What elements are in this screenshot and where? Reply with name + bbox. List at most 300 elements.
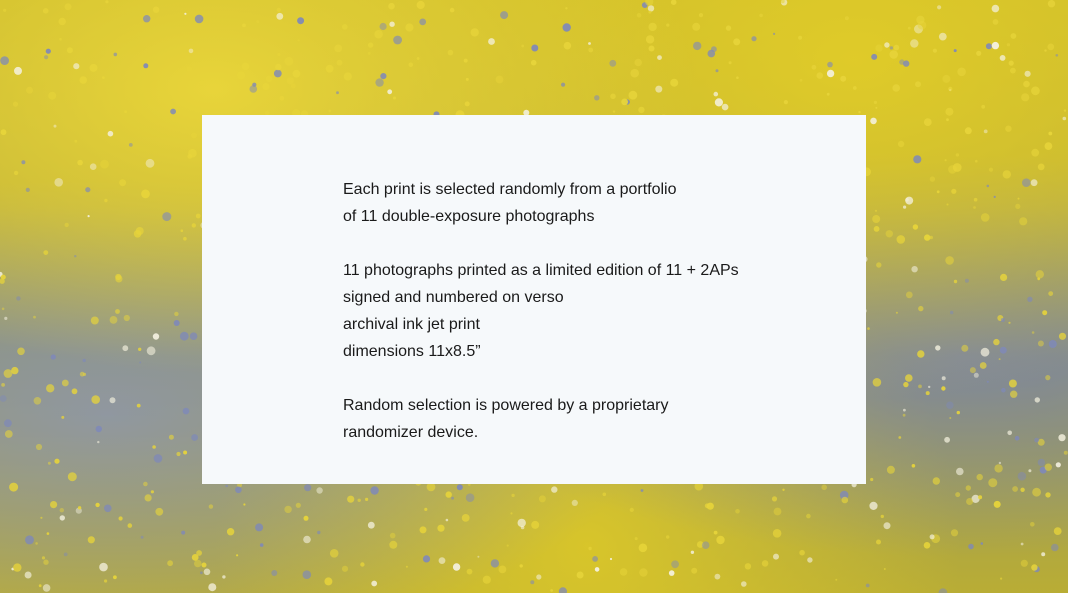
flower-speck — [43, 560, 48, 565]
flower-speck — [95, 503, 99, 507]
flower-speck — [691, 568, 697, 574]
flower-speck — [448, 50, 454, 56]
flower-speck — [139, 362, 141, 364]
flower-speck — [242, 63, 250, 71]
flower-speck — [588, 547, 591, 550]
flower-speck — [992, 42, 999, 49]
flower-speck — [975, 160, 978, 163]
flower-speck — [1031, 149, 1039, 157]
flower-speck — [360, 562, 364, 566]
flower-speck — [872, 215, 880, 223]
flower-speck — [141, 536, 144, 539]
flower-speck — [981, 542, 984, 545]
flower-speck — [741, 581, 747, 587]
flower-speck — [572, 500, 578, 506]
flower-speck — [100, 160, 109, 169]
flower-speck — [1035, 397, 1040, 402]
flower-speck — [762, 560, 769, 567]
flower-speck — [1038, 164, 1045, 171]
flower-speck — [981, 213, 990, 222]
flower-speck — [646, 35, 654, 43]
flower-speck — [1019, 217, 1027, 225]
flower-speck — [194, 560, 202, 568]
flower-speck — [62, 380, 69, 387]
flower-speck — [110, 316, 118, 324]
flower-speck — [1018, 472, 1027, 481]
flower-speck — [216, 102, 218, 104]
flower-speck — [926, 391, 930, 395]
flower-speck — [858, 111, 860, 113]
flower-speck — [1028, 469, 1031, 472]
flower-speck — [874, 101, 877, 104]
flower-speck — [1015, 204, 1020, 209]
flower-speck — [951, 529, 958, 536]
flower-speck — [903, 409, 906, 412]
flower-speck — [298, 39, 300, 41]
flower-speck — [88, 536, 95, 543]
flower-speck — [174, 320, 180, 326]
flower-speck — [277, 8, 281, 12]
info-card — [202, 115, 866, 484]
flower-speck — [209, 504, 213, 508]
flower-speck — [903, 414, 906, 417]
flower-speck — [715, 98, 723, 106]
flower-speck — [34, 397, 42, 405]
flower-speck — [237, 71, 245, 79]
flower-speck — [657, 55, 662, 60]
flower-speck — [942, 75, 950, 83]
flower-speck — [875, 107, 877, 109]
flower-speck — [115, 309, 120, 314]
flower-speck — [1059, 333, 1066, 340]
flower-speck — [88, 215, 90, 217]
flower-speck — [994, 464, 1002, 472]
flower-speck — [26, 87, 33, 94]
flower-speck — [881, 515, 884, 518]
flower-speck — [840, 76, 846, 82]
flower-speck — [374, 30, 383, 39]
flower-speck — [610, 558, 612, 560]
flower-speck — [565, 7, 567, 9]
flower-speck — [974, 373, 979, 378]
flower-speck — [46, 384, 54, 392]
flower-speck — [648, 23, 656, 31]
flower-speck — [200, 80, 205, 85]
flower-speck — [918, 21, 927, 30]
flower-speck — [450, 8, 455, 13]
flower-speck — [845, 16, 849, 20]
flower-speck — [870, 478, 873, 481]
flower-speck — [945, 108, 953, 116]
flower-speck — [13, 563, 21, 571]
flower-speck — [961, 345, 968, 352]
flower-speck — [50, 501, 57, 508]
flower-speck — [551, 486, 557, 492]
flower-speck — [874, 226, 880, 232]
edition-paragraph — [343, 257, 866, 365]
flower-speck — [639, 544, 648, 553]
flower-speck — [699, 13, 703, 17]
flower-speck — [296, 503, 301, 508]
flower-speck — [933, 477, 940, 484]
flower-speck — [1051, 544, 1059, 552]
flower-speck — [1032, 488, 1041, 497]
flower-speck — [563, 23, 571, 31]
flower-speck — [334, 45, 342, 53]
flower-speck — [1000, 55, 1006, 61]
flower-speck — [419, 19, 426, 26]
flower-speck — [115, 274, 121, 280]
flower-speck — [1030, 522, 1035, 527]
flower-speck — [42, 556, 45, 559]
flower-speck — [347, 496, 354, 503]
flower-speck — [716, 69, 719, 72]
randomizer-paragraph — [343, 392, 866, 446]
flower-speck — [483, 576, 491, 584]
flower-speck — [577, 572, 584, 579]
flower-speck — [981, 348, 990, 357]
flower-speck — [43, 250, 48, 255]
flower-speck — [424, 508, 427, 511]
flower-speck — [648, 5, 654, 11]
flower-speck — [1042, 310, 1047, 315]
flower-speck — [666, 24, 669, 27]
flower-speck — [905, 374, 913, 382]
flower-speck — [945, 159, 947, 161]
flower-speck — [176, 452, 180, 456]
flower-speck — [1041, 552, 1045, 556]
flower-speck — [887, 466, 895, 474]
flower-speck — [798, 36, 802, 40]
flower-speck — [368, 42, 373, 47]
flower-speck — [208, 583, 216, 591]
flower-speck — [1010, 68, 1016, 74]
flower-speck — [866, 584, 870, 588]
flower-speck — [389, 541, 397, 549]
flower-speck — [894, 45, 900, 51]
flower-speck — [993, 339, 999, 345]
flower-speck — [835, 579, 837, 581]
flower-speck — [898, 141, 904, 147]
flower-speck — [705, 503, 710, 508]
flower-speck — [1010, 391, 1017, 398]
flower-speck — [648, 11, 651, 14]
text-line: dimensions 11x8.5” — [343, 343, 481, 360]
flower-speck — [1005, 126, 1011, 132]
flower-speck — [800, 79, 803, 82]
flower-speck — [1048, 0, 1055, 7]
flower-speck — [33, 316, 36, 319]
flower-speck — [1064, 109, 1066, 111]
flower-speck — [285, 57, 294, 66]
flower-speck — [1003, 170, 1011, 178]
flower-speck — [671, 0, 677, 5]
text-line: Random selection is powered by a proprietary — [343, 397, 669, 414]
flower-speck — [370, 486, 378, 494]
flower-speck — [255, 523, 263, 531]
flower-speck — [74, 140, 77, 143]
flower-speck — [772, 496, 777, 501]
flower-speck — [751, 36, 756, 41]
flower-speck — [113, 575, 117, 579]
flower-speck — [609, 60, 616, 67]
flower-speck — [946, 402, 953, 409]
flower-speck — [588, 48, 593, 53]
flower-speck — [79, 76, 87, 84]
flower-speck — [371, 581, 377, 587]
flower-speck — [124, 315, 130, 321]
flower-speck — [1021, 560, 1028, 567]
flower-speck — [61, 416, 64, 419]
flower-speck — [1011, 33, 1017, 39]
flower-speck — [243, 503, 245, 505]
flower-speck — [539, 495, 546, 502]
flower-speck — [918, 385, 922, 389]
flower-speck — [911, 266, 917, 272]
flower-speck — [1031, 179, 1038, 186]
flower-speck — [46, 49, 51, 54]
flower-speck — [1007, 431, 1012, 436]
flower-speck — [225, 485, 228, 488]
flower-speck — [1018, 198, 1020, 200]
flower-speck — [462, 514, 470, 522]
flower-speck — [146, 159, 155, 168]
flower-speck — [1064, 451, 1068, 455]
flower-speck — [417, 57, 420, 60]
flower-speck — [1048, 132, 1052, 136]
flower-speck — [4, 419, 12, 427]
flower-speck — [326, 65, 334, 73]
flower-speck — [1036, 270, 1044, 278]
flower-speck — [39, 584, 42, 587]
flower-speck — [871, 54, 877, 60]
flower-speck — [986, 43, 992, 49]
flower-speck — [291, 84, 296, 89]
flower-speck — [906, 292, 913, 299]
flower-speck — [588, 42, 591, 45]
flower-speck — [143, 15, 150, 22]
flower-speck — [942, 376, 946, 380]
flower-speck — [183, 408, 190, 415]
flower-speck — [1020, 488, 1024, 492]
flower-speck — [83, 359, 86, 362]
flower-speck — [1009, 61, 1014, 66]
flower-speck — [945, 256, 954, 265]
flower-speck — [1001, 388, 1006, 393]
flower-speck — [954, 280, 957, 283]
flower-speck — [390, 533, 396, 539]
flower-speck — [406, 566, 408, 568]
flower-speck — [536, 574, 541, 579]
flower-speck — [1054, 527, 1062, 535]
flower-speck — [784, 100, 788, 104]
flower-speck — [999, 358, 1001, 360]
flower-speck — [17, 348, 25, 356]
flower-speck — [342, 24, 348, 30]
flower-speck — [999, 462, 1001, 464]
flower-speck — [1022, 178, 1031, 187]
flower-speck — [973, 206, 976, 209]
flower-speck — [903, 60, 909, 66]
flower-speck — [162, 212, 171, 221]
flower-speck — [9, 483, 18, 492]
flower-speck — [1031, 564, 1037, 570]
flower-speck — [48, 92, 56, 100]
flower-speck — [453, 563, 460, 570]
flower-speck — [1000, 578, 1002, 580]
flower-speck — [77, 160, 83, 166]
flower-speck — [44, 55, 48, 59]
flower-speck — [511, 494, 514, 497]
flower-speck — [324, 577, 332, 585]
flower-speck — [14, 67, 22, 75]
flower-speck — [948, 87, 952, 91]
flower-speck — [1058, 434, 1065, 441]
flower-speck — [655, 86, 662, 93]
flower-speck — [73, 63, 79, 69]
flower-speck — [180, 332, 189, 341]
flower-speck — [1034, 438, 1039, 443]
flower-speck — [54, 459, 59, 464]
flower-speck — [183, 237, 187, 241]
text-line: randomizer device. — [343, 424, 479, 441]
flower-speck — [867, 327, 870, 330]
flower-speck — [978, 495, 982, 499]
flower-speck — [59, 38, 62, 41]
flower-speck — [630, 69, 639, 78]
flower-speck — [992, 5, 1000, 13]
flower-speck — [773, 529, 782, 538]
flower-speck — [129, 143, 133, 147]
flower-speck — [937, 190, 940, 193]
flower-speck — [890, 46, 893, 49]
flower-speck — [637, 13, 642, 18]
flower-speck — [918, 306, 923, 311]
flower-speck — [956, 468, 964, 476]
flower-speck — [966, 498, 973, 505]
flower-speck — [939, 33, 947, 41]
flower-speck — [1009, 380, 1017, 388]
flower-speck — [898, 436, 901, 439]
flower-speck — [279, 96, 284, 101]
flower-speck — [466, 493, 475, 502]
flower-speck — [1000, 347, 1007, 354]
flower-speck — [1045, 464, 1052, 471]
flower-speck — [1031, 86, 1040, 95]
flower-speck — [594, 95, 599, 100]
flower-speck — [83, 373, 86, 376]
flower-speck — [192, 223, 196, 227]
flower-speck — [976, 51, 981, 56]
flower-speck — [842, 497, 849, 504]
flower-speck — [274, 70, 282, 78]
flower-speck — [903, 206, 906, 209]
flower-speck — [277, 53, 280, 56]
flower-speck — [287, 77, 294, 84]
flower-speck — [714, 531, 718, 535]
flower-speck — [16, 296, 20, 300]
flower-speck — [639, 568, 647, 576]
flower-speck — [420, 526, 427, 533]
flower-speck — [884, 42, 889, 47]
flower-speck — [669, 570, 675, 576]
flower-speck — [151, 490, 154, 493]
flower-speck — [930, 176, 935, 181]
flower-speck — [380, 23, 387, 30]
flower-speck — [641, 489, 644, 492]
flower-speck — [510, 512, 512, 514]
portfolio-paragraph — [343, 176, 866, 230]
flower-speck — [812, 65, 817, 70]
flower-speck — [200, 571, 203, 574]
flower-speck — [638, 107, 644, 113]
flower-speck — [122, 345, 128, 351]
flower-speck — [966, 485, 971, 490]
flower-speck — [477, 556, 479, 558]
flower-speck — [692, 23, 700, 31]
flower-speck — [1001, 318, 1005, 322]
flower-speck — [913, 224, 918, 229]
flower-speck — [876, 262, 881, 267]
flower-speck — [128, 523, 133, 528]
flower-speck — [759, 14, 763, 18]
flower-speck — [72, 388, 78, 394]
flower-speck — [1, 383, 5, 387]
flower-speck — [1, 129, 7, 135]
flower-speck — [222, 575, 225, 578]
flower-speck — [227, 528, 234, 535]
flower-speck — [1007, 43, 1010, 46]
flower-speck — [714, 92, 719, 97]
flower-speck — [388, 3, 395, 10]
text-line: of 11 double-exposure photographs — [343, 208, 595, 225]
flower-speck — [745, 563, 751, 569]
flower-speck — [957, 411, 960, 414]
flower-speck — [708, 50, 716, 58]
flower-speck — [595, 567, 600, 572]
flower-speck — [496, 76, 504, 84]
flower-speck — [1056, 462, 1061, 467]
flower-speck — [102, 76, 105, 79]
flower-speck — [561, 83, 565, 87]
flower-speck — [141, 190, 150, 199]
flower-speck — [393, 97, 396, 100]
flower-speck — [1049, 340, 1057, 348]
flower-speck — [184, 13, 186, 15]
flower-speck — [903, 382, 908, 387]
flower-speck — [21, 160, 25, 164]
flower-speck — [905, 197, 913, 205]
flower-speck — [928, 386, 930, 388]
flower-speck — [439, 557, 446, 564]
flower-speck — [939, 588, 948, 593]
flower-speck — [202, 563, 207, 568]
flower-speck — [169, 435, 174, 440]
flower-speck — [236, 554, 238, 556]
flower-speck — [799, 550, 805, 556]
flower-speck — [145, 494, 152, 501]
flower-speck — [806, 514, 811, 519]
flower-speck — [1047, 44, 1054, 51]
flower-speck — [271, 570, 277, 576]
flower-speck — [336, 91, 339, 94]
flower-speck — [950, 311, 953, 314]
flower-speck — [74, 255, 76, 257]
flower-speck — [733, 38, 740, 45]
flower-speck — [358, 499, 361, 502]
flower-speck — [693, 42, 701, 50]
flower-speck — [467, 569, 473, 575]
